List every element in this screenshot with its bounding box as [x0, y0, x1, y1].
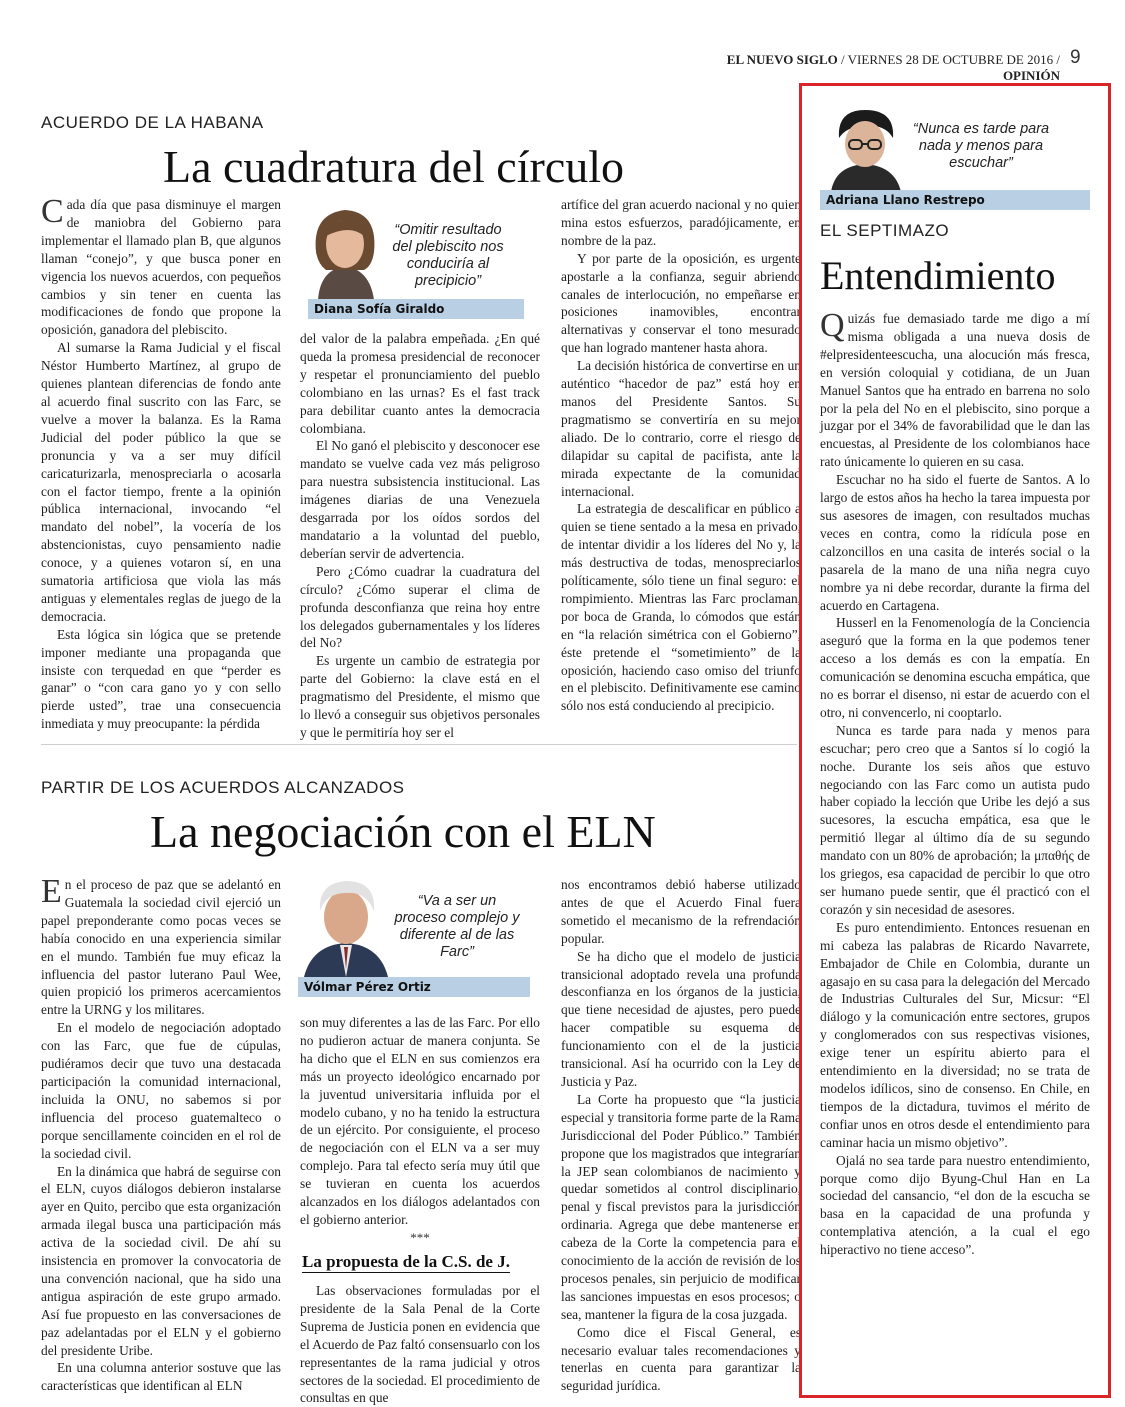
- paragraph: Es urgente un cambio de estrategia por parte del Gobierno: la clave está en el pragmatismo del Presidente, el mismo que lo llevó a conseguir sus objetivos personales y que le permitiría hoy ser el: [300, 653, 540, 740]
- paragraph: Quizás fue demasiado tarde me digo a mí misma obligada a una nueva dosis de #elpresidenteescucha, una alocución más fresca, en versión coloquial y cotidiana, de un Juan Manuel Santos que ha entrado en barrena no solo por la pela del No en el plebiscito, sino porque a juzgar por el 34% de favorabilidad que le dan las encuestas, al Presidente de los colombianos hace rato únicamente lo quieren en su casa.: [820, 307, 1090, 470]
- paragraph: Husserl en la Fenomenología de la Conciencia aseguró que la forma en la que podemos tener acceso a los demás es con la empatía. En comunicación se denomina escucha empática, que no es borrar el disenso, ni estar de acuerdo con el otro, ni convencerlo, ni cooptarlo.: [820, 615, 1090, 720]
- paragraph: del valor de la palabra empeñada. ¿En qué queda la promesa presidencial de reconocer y respetar el pronunciamiento del pueblo colombiano en las urnas? Es el fast track para debilitar cuanto antes la democracia colombiana.: [300, 331, 540, 436]
- article1-author-name: Diana Sofía Giraldo: [308, 299, 524, 319]
- paragraph: Esta lógica sin lógica que se pretende imponer mediante una propaganda que insiste con terquedad en que “perder es ganar” o “con cara gano yo y con sello pierde usted”, trae una consecuencia inmediata y muy preocupante: la pérdida: [41, 626, 281, 732]
- page-header: [700, 52, 1060, 84]
- section-separator-stars: ***: [410, 1230, 430, 1245]
- paragraph: Pero ¿Cómo cuadrar la cuadratura del círculo? ¿Cómo superar el clima de profunda desconfianza que reina hoy entre los delegados gubernamentales y los líderes del No?: [300, 563, 540, 651]
- article2-pull-quote: “Va a ser un proceso complejo y diferente al de las Farc”: [394, 893, 520, 960]
- paragraph: son muy diferentes a las de las Farc. Por ello no pudieron actuar de manera conjunta. Se ha dicho que el ELN en sus comienzos era más un proyecto ideológico encarnado por la juventud universitaria influida por el modelo cubano, y no ha tenido la estructura de un ejército. Por consiguiente, el proceso de negociación con el ELN va a ser muy complejo. Para tal efecto sería muy útil que se tuvieran en cuenta los acuerdos alcanzados en los diálogos adelantados con el gobierno anterior.: [300, 1015, 540, 1227]
- article2-headline: La negociación con el ELN: [150, 806, 656, 857]
- article3-column: [820, 307, 1090, 1388]
- article2-column-2: [300, 1014, 540, 1230]
- author-photo-diana: [300, 200, 390, 300]
- paragraph: En una columna anterior sostuve que las características que identifican al ELN: [41, 1360, 281, 1394]
- newspaper-name: EL NUEVO SIGLO: [726, 52, 838, 67]
- paragraph: Las observaciones formuladas por el presidente de la Sala Penal de la Corte Suprema de Justicia ponen en evidencia que el Acuerdo de Paz faltó consensuarlo con los representantes de la rama judicial y otros sectores de la sociedad. El procedimiento de consultas en que: [300, 1283, 540, 1406]
- paragraph: Nunca es tarde para nada y menos para escuchar; pero creo que a Santos sí lo cogió la noche. Durante los seis años que estuvo negociando con las Farc como un autista pudo haber copiado la lección que Uribe les dejó a sus sucesores, la escucha empática, esa que le permitió llegar al último día de su segundo mandato con un 80% de aprobación; la μπαθής de los griegos, esa capacidad de percibir lo que otro ser humano puede sentir, que él practicó con el corazón y sin necesidad de asesores.: [820, 722, 1090, 917]
- paragraph: nos encontramos debió haberse utilizado antes de que el Acuerdo Final fuera sometido el mecanismo de la refrendación popular.: [561, 877, 801, 946]
- paragraph: La decisión histórica de convertirse en un auténtico “hacedor de paz” está hoy en manos del Presidente Santos. Su pragmatismo se convertiría en su mejor aliado. De lo contrario, corre el riesgo de dilapidar su capital de pacifista, ante la mirada expectante de la comunidad internacional.: [561, 358, 801, 499]
- article3-author-name: Adriana Llano Restrepo: [820, 190, 1090, 210]
- article3-kicker: EL SEPTIMAZO: [820, 221, 950, 240]
- article2-subhead: La propuesta de la C.S. de J.: [302, 1252, 510, 1271]
- paragraph: La Corte ha propuesto que “la justicia especial y transitoria forme parte de la Rama Jurisdiccional del Poder Público.” También propone que los magistrados que integrarían la JEP sean colombianos de nacimiento y quedar sometidos al control disciplinario, penal y fiscal previstos para la jurisdicción ordinaria. Agrega que debe mantenerse en cabeza de la Corte la competencia para el conocimiento de la acción de revisión de los procesos penales, sin perjuicio de modificar las sanciones impuestas en esos procesos; o sea, mantener la figura de la cosa juzgada.: [561, 1091, 801, 1322]
- author-photo-adriana: [823, 104, 907, 192]
- paragraph: Es puro entendimiento. Entonces resuenan en mi cabeza las palabras de Ricardo Navarrete, Embajador de Chile en Colombia, durante un agasajo en su casa para la delegación del Mercado de Industrias Culturales del Sur, Micsur: “El diálogo y la comunicación entre sectores, grupos y conglomerados con sus respectivas visiones, exige tener un espíritu abierto para el entendimiento en la diversidad; no se trata de modelos idílicos, sino de consenso. En Chile, en tiempos de la dictadura, tuvimos el mérito de confiar unos en otros desde el entendimiento para caminar hacia un mismo objetivo”.: [820, 919, 1090, 1150]
- paragraph: Escuchar no ha sido el fuerte de Santos. A lo largo de estos años ha hecho la tarea impuesta por sus asesores de imagen, con resultados muchas veces en contra, como la ridícula pose en calzoncillos en una casita de interés social o la pasarela de la mano de una niña negra cuyo nombre ya ni debe recordar, durante la firma del acuerdo en Cartagena.: [820, 472, 1090, 613]
- article1-column-2: [300, 330, 540, 740]
- article2-column-1: [41, 873, 281, 1398]
- article1-pull-quote: “Omitir resultado del plebiscito nos conduciría al precipicio”: [392, 222, 504, 289]
- article1-headline: La cuadratura del círculo: [163, 141, 625, 192]
- paragraph: Y por parte de la oposición, es urgente apostarle a la confianza, seguir abriendo canales de interlocución, no empeñarse en posiciones inamovibles, encontrar alternativas y conservar el tono mesurado que han logrado mantener hasta ahora.: [561, 250, 801, 356]
- paragraph: Se ha dicho que el modelo de justicia transicional adoptado revela una profunda desconfianza en los órganos de la justicia, que tiene necesidad de ajustes, pero puede hacer compatible su esquema de funcionamiento con el de la justicia transicional. Así ha ocurrido con la Ley de Justicia y Paz.: [561, 948, 801, 1089]
- page-number: 9: [1070, 47, 1081, 68]
- paragraph: El No ganó el plebiscito y desconocer ese mandato se vuelve cada vez más peligroso para nuestra subsistencia institucional. Las imágenes diarias de una Venezuela desgarrada por los oídos sordos del mandatario a la voluntad del pueblo, deberían servir de advertencia.: [300, 438, 540, 561]
- paragraph: artífice del gran acuerdo nacional y no quien mina estos esfuerzos, paradójicamente, en nombre de la paz.: [561, 197, 801, 248]
- article1-kicker: ACUERDO DE LA HABANA: [41, 113, 264, 132]
- article2-author-name: Vólmar Pérez Ortiz: [298, 977, 530, 997]
- paragraph: Al sumarse la Rama Judicial y el fiscal Néstor Humberto Martínez, al grupo de quienes plantean diferencias de fondo ante al acuerdo final suscrito con las Farc, se vuelve a mover la balanza. Es la Rama Judicial del poder público la que se pronuncia y va a ser muy difícil caricaturizarla, menospreciarla o acosarla con el factor tiempo, frente a la opinión pública internacional, invocando “el mandato del nobel”, la vocería de los abstencionistas, cuyo pensamiento nadie conoce, y a quienes votaron sí, en una sumatoria artificiosa que viola las más antiguas y elementales reglas de juego de la democracia.: [41, 340, 281, 624]
- issue-date: / VIERNES 28 DE OCTUBRE DE 2016 /: [837, 52, 1060, 67]
- article2-kicker: PARTIR DE LOS ACUERDOS ALCANZADOS: [41, 778, 405, 797]
- paragraph: La estrategia de descalificar en público a quien se tiene sentado a la mesa en privado, de intentar dividir a los líderes del No y, la más destructiva de todas, menospreciarlos políticamente, sólo tiene un final seguro: el rompimiento. Mientras las Farc proclaman, por boca de Granda, lo cómodos que están en “la relación simétrica con el Gobierno”, éste pretende el “sometimiento” de la oposición, haciendo caso omiso del triunfo en el plebiscito. Definitivamente ese camino sólo nos está conduciendo al precipicio.: [561, 501, 801, 714]
- article1-column-3: [561, 196, 801, 722]
- paragraph: Ojalá no sea tarde para nuestro entendimiento, porque como dijo Byung-Chul Han en La sociedad del cansancio, “el don de la escucha se basa en la capacidad de una profunda y contemplativa atención, a la cual el ego hiperactivo no tiene acceso”.: [820, 1152, 1090, 1258]
- section-divider: [41, 744, 797, 745]
- author-photo-volmar: [298, 873, 394, 977]
- paragraph: En la dinámica que habrá de seguirse con el ELN, cuyos diálogos debieron instalarse ayer en Quito, percibo que esta organización armada ilegal busca una participación más activa de la sociedad civil. De ahí su insistencia en promover la convocatoria de una convención nacional, que ha sido una antigua aspiración de este grupo armado. Así fue propuesto en las conversaciones de paz adelantadas por el ELN y el gobierno del presidente Uribe.: [41, 1163, 281, 1358]
- paragraph: En el proceso de paz que se adelantó en Guatemala la sociedad civil ejerció un papel preponderante como pocas veces se había conocido en una experiencia similar en el mundo. También fue muy eficaz la influencia del pastor luterano Paul Wee, quien propició los primeros acercamientos entre la URNG y los militares.: [41, 873, 281, 1018]
- article3-pull-quote: “Nunca es tarde para nada y menos para escuchar”: [912, 121, 1050, 171]
- paragraph: Cada día que pasa disminuye el margen de maniobra del Gobierno para implementar el llamado plan B, que algunos llaman “conejo”, y que busca poner en vigencia los nuevos acuerdos, con pequeños cambios y sin tener en cuenta las modificaciones de fondo que propone la oposición, ganadora del plebiscito.: [41, 193, 281, 338]
- article1-column-1: [41, 193, 281, 732]
- paragraph: Como dice el Fiscal General, es necesario evaluar tales recomendaciones y tenerlas en cuenta para garantizar la seguridad jurídica.: [561, 1324, 801, 1394]
- article2-column-2b: [300, 1282, 540, 1406]
- article3-headline: Entendimiento: [820, 253, 1056, 298]
- section-name: OPINIÓN: [1002, 68, 1060, 83]
- article2-column-3: [561, 876, 801, 1398]
- paragraph: En el modelo de negociación adoptado con las Farc, que fue de cúpulas, pudiéramos decir que tuvo una destacada participación la comunidad internacional, incluida la ONU, no sabemos si por influencia del proceso guatemalteco o porque sencillamente coinciden en el rol de la sociedad civil.: [41, 1020, 281, 1161]
